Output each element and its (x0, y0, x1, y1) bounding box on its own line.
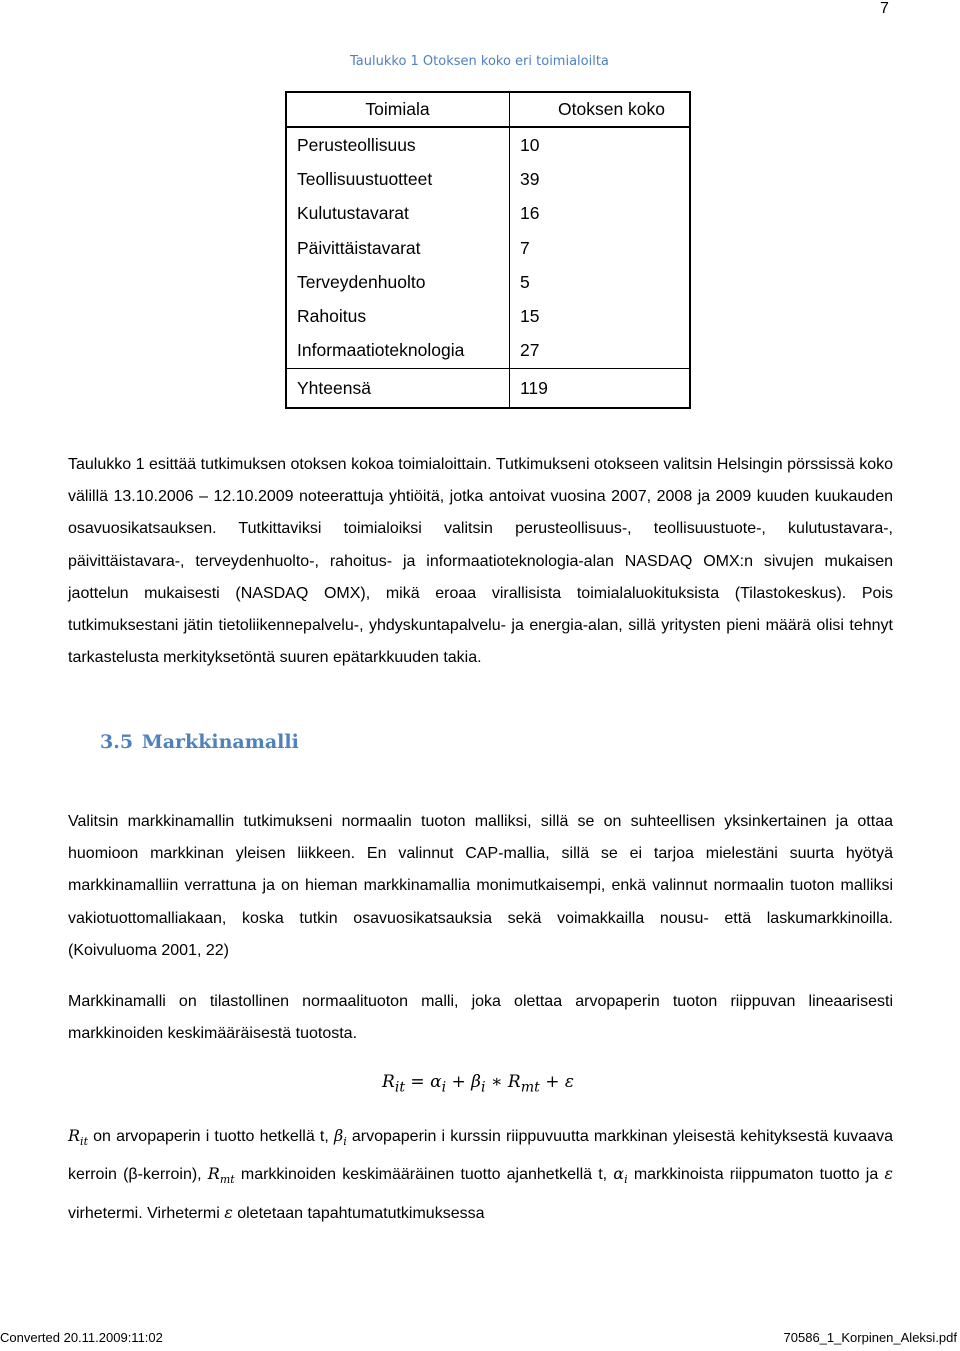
table-cell-industry: Teollisuustuotteet (286, 162, 510, 196)
table-row (286, 231, 690, 265)
market-model-formula (382, 1072, 574, 1095)
paragraph-formula-explanation (68, 1120, 893, 1230)
table-row (286, 127, 690, 162)
formula-equals: = (405, 1072, 431, 1092)
table-cell-industry: Päivittäistavarat (286, 231, 510, 265)
symbol-rm: $R_{mt}$ (207, 1164, 235, 1187)
formula-alpha-sub: i (441, 1079, 447, 1096)
symbol-epsilon: ε (884, 1164, 893, 1184)
section-title: Markkinamalli (141, 731, 299, 753)
formula-beta-sub: i (481, 1079, 486, 1096)
formula-rm-sub: mt (520, 1079, 540, 1096)
formula-r: R (382, 1072, 395, 1092)
table-caption: Taulukko 1 Otoksen koko eri toimialoilta (350, 54, 609, 69)
table-cell-count: 27 (520, 340, 540, 361)
formula-plus: + (539, 1072, 565, 1092)
table-cell-industry: Kulutustavarat (286, 197, 510, 231)
table-total-row (286, 369, 690, 409)
table-cell-industry: Terveydenhuolto (286, 265, 510, 299)
table-cell-count: 5 (520, 271, 530, 292)
explanation-text: oletetaan tapahtumatutkimuksessa (232, 1204, 485, 1222)
table-row (286, 265, 690, 299)
page-number: 7 (880, 0, 889, 17)
formula-rm: R (507, 1072, 521, 1092)
section-number: 3.5 (100, 731, 134, 753)
table-row (286, 299, 690, 333)
explanation-text: markkinoista riippumaton tuotto ja (627, 1166, 885, 1184)
formula-epsilon: ε (564, 1072, 575, 1092)
explanation-text: markkinoiden keskimääräinen tuotto ajanhetkellä t, (234, 1166, 614, 1184)
explanation-text: on arvopaperin i tuotto hetkellä t, (88, 1128, 334, 1145)
column-header-industry: Toimiala (286, 92, 510, 127)
table-cell-count: 16 (520, 203, 540, 224)
formula-r-sub: it (394, 1079, 406, 1096)
table-row (286, 162, 690, 196)
column-header-sample-size: Otoksen koko (510, 92, 691, 127)
footer-filename: 70586_1_Korpinen_Aleksi.pdf (783, 1330, 957, 1345)
symbol-epsilon: ε (224, 1202, 233, 1222)
table-cell-count: 15 (520, 306, 540, 327)
table-cell-count: 10 (520, 134, 540, 155)
footer-converted-date: Converted 20.11.2009:11:02 (0, 1330, 163, 1345)
table-total-label: Yhteensä (286, 369, 510, 409)
symbol-beta: $\beta_i$ (333, 1126, 347, 1149)
table-cell-count: 7 (520, 237, 530, 258)
table-cell-industry: Rahoitus (286, 299, 510, 333)
paragraph-sample-description: Taulukko 1 esittää tutkimuksen otoksen kokoa toimialoittain. Tutkimukseni otokseen valitsin Helsingin pörssissä koko välillä 13.10.2006 – 12.10.2009 noteerattuja yhtiöitä, jotka antoivat vuosina 2007, 2008 ja 2009 kuuden kuukauden osavuosikatsauksen. Tutkittaviksi toimialoiksi valitsin perusteollisuus-, teollisuustuote-, kulutustavara-, päivittäistavara-, terveydenhuolto-, rahoitus- ja informaatioteknologia-alan NASDAQ OMX:n sivujen mukaisen jaottelun mukaisesti (NASDAQ OMX), mikä eroaa virallisista toimialaluokituksista (Tilastokeskus). Pois tutkimuksestani jätin tietoliikennepalvelu-, yhdyskuntapalvelu- ja energia-alan, sillä yritysten pieni määrä olisi tehnyt tarkastelusta merkityksetöntä suuren epätarkkuuden takia. (68, 456, 893, 667)
sample-size-table (285, 91, 691, 409)
table-cell-industry: Perusteollisuus (286, 127, 510, 162)
table-cell-industry: Informaatioteknologia (286, 334, 510, 369)
formula-beta: β (471, 1072, 481, 1092)
table-header-row (286, 92, 690, 127)
formula-alpha: α (430, 1072, 442, 1092)
table-row (286, 334, 690, 369)
explanation-text: virhetermi. Virhetermi (68, 1204, 225, 1222)
section-heading (100, 731, 301, 753)
symbol-alpha: $\alpha_i$ (613, 1164, 628, 1187)
explanation-text: arvopaperin i kurssin riippuvuutta markkinan yleisestä kehityksestä kuvaava kerroin (β-kerroin), (68, 1128, 894, 1184)
table-row (286, 197, 690, 231)
paragraph-model-choice: Valitsin markkinamallin tutkimukseni normaalin tuoton malliksi, sillä se on suhteellisen yksinkertainen ja ottaa huomioon markkinan yleisen liikkeen. En valinnut CAP-mallia, sillä se ei tarjoa mielestäni suurta hyötyä markkinamalliin verrattuna ja on hieman markkinamallia monimutkaisempi, enkä valinnut normaalin tuoton malliksi vakiotuottomalliakaan, koska tutkin osavuosikatsauksia sekä voimakkailla nousu- että laskumarkkinoilla. (Koivuluoma 2001, 22) (68, 813, 893, 959)
table-total-value: 119 (510, 369, 691, 409)
formula-plus: + (446, 1072, 472, 1092)
formula-times: ∗ (485, 1072, 508, 1092)
table-cell-count: 39 (520, 168, 540, 189)
paragraph-model-definition: Markkinamalli on tilastollinen normaalituoton malli, joka olettaa arvopaperin tuoton riippuvan lineaarisesti markkinoiden keskimääräisestä tuotosta. (68, 993, 893, 1043)
symbol-r: $R_{it}$ (68, 1126, 88, 1149)
